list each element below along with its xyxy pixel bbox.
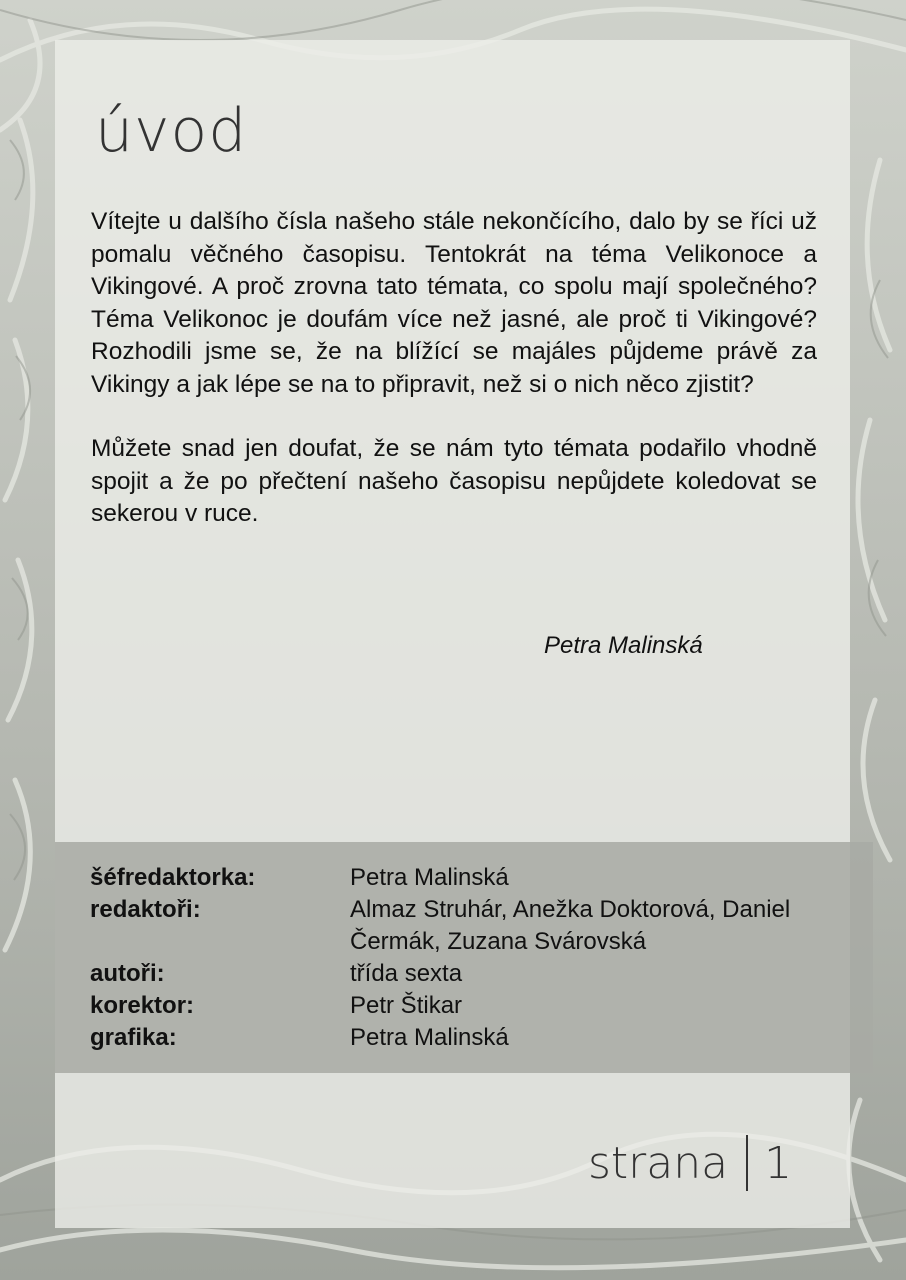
footer-divider	[746, 1135, 748, 1191]
credit-row-editor-in-chief	[90, 862, 830, 894]
credit-row-editors	[90, 894, 830, 958]
intro-paragraph: Můžete snad jen doufat, že se nám tyto témata podařilo vhodně spojit a že po přečtení našeho časopisu nepůjdete koledovat se sekerou v ruce.	[91, 435, 817, 527]
credit-row-graphics	[90, 1022, 830, 1054]
credit-role: grafika:	[90, 1024, 177, 1051]
page-title: úvod	[95, 96, 248, 166]
credits-list	[90, 862, 830, 1054]
credit-names: Almaz Struhár, Anežka Doktorová, Daniel Čermák, Zuzana Svárovská	[350, 896, 791, 955]
author-signature: Petra Malinská	[544, 632, 703, 659]
page-footer	[588, 1135, 792, 1191]
credit-names: Petr Štikar	[350, 992, 463, 1019]
credit-row-authors	[90, 958, 830, 990]
intro-paragraph: Vítejte u dalšího čísla našeho stále nekončícího, dalo by se říci už pomalu věčného časopisu. Tentokrát na téma Velikonoce a Vikingové. A proč zrovna tato témata, co spolu mají společného? Téma Velikonoc je doufám více než jasné, ale proč ti Vikingové? Rozhodili jsme se, že na blížící se majáles půjdeme právě za Vikingy a jak lépe se na to připravit, než si o nich něco zjistit?	[91, 208, 817, 398]
credit-names: třída sexta	[350, 960, 463, 987]
page-number: 1	[764, 1137, 793, 1189]
intro-text	[91, 206, 817, 563]
credit-role: korektor:	[90, 992, 195, 1019]
credit-names: Petra Malinská	[350, 1024, 509, 1051]
credit-role: šéfredaktorka:	[90, 864, 256, 891]
credit-row-proofreader	[90, 990, 830, 1022]
credit-names: Petra Malinská	[350, 864, 509, 891]
page-label: strana	[588, 1137, 729, 1189]
credit-role: autoři:	[90, 960, 165, 987]
credit-role: redaktoři:	[90, 896, 201, 923]
